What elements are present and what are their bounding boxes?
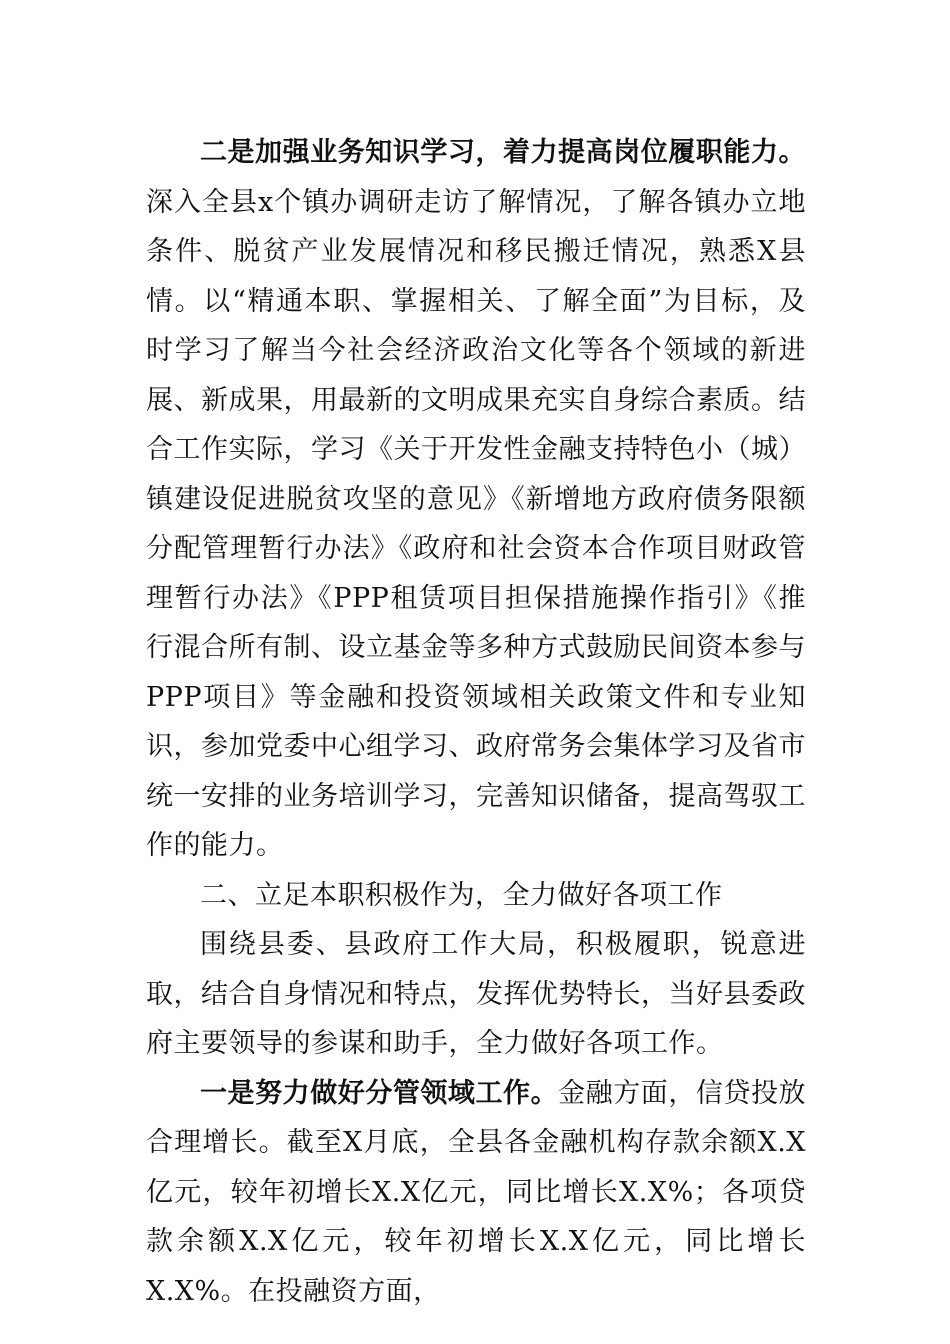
- paragraph-study-body: 深入全县x个镇办调研走访了解情况，了解各镇办立地条件、脱贫产业发展情况和移民搬迁情况，熟悉X县情。以“精通本职、掌握相关、了解全面”为目标，及时学习了解当今社会经济政治文化等各个领域的新进展、新成果，用最新的文明成果充实自身综合素质。结合工作实际，学习《关于开发性金融支持特色小（城）镇建设促进脱贫攻坚的意见》《新增地方政府债务限额分配管理暂行办法》《政府和社会资本合作项目财政管理暂行办法》《PPP租赁项目担保措施操作指引》《推行混合所有制、设立基金等多种方式鼓励民间资本参与PPP项目》等金融和投资领域相关政策文件和专业知识，参加党委中心组学习、政府常务会集体学习及省市统一安排的业务培训学习，完善知识储备，提高驾驭工作的能力。: [146, 186, 806, 861]
- paragraph-finance-lead: 一是努力做好分管领域工作。: [200, 1077, 559, 1109]
- paragraph-finance: [146, 1069, 806, 1317]
- paragraph-study-lead: 二是加强业务知识学习，着力提高岗位履职能力。: [200, 137, 806, 168]
- section-heading-2: 二、立足本职积极作为，全力做好各项工作: [200, 879, 723, 911]
- paragraph-study: [146, 128, 806, 871]
- paragraph-overview: 围绕县委、县政府工作大局，积极履职，锐意进取，结合自身情况和特点，发挥优势特长，当好县委政府主要领导的参谋和助手，全力做好各项工作。: [146, 929, 806, 1059]
- document-page: [146, 128, 806, 1316]
- paragraph-finance-body: 金融方面，信贷投放合理增长。截至X月底，全县各金融机构存款余额X.X亿元，较年初增长X.X亿元，同比增长X.X%；各项贷款余额X.X亿元，较年初增长X.X亿元，同比增长X.X%。在投融资方面，: [146, 1077, 807, 1307]
